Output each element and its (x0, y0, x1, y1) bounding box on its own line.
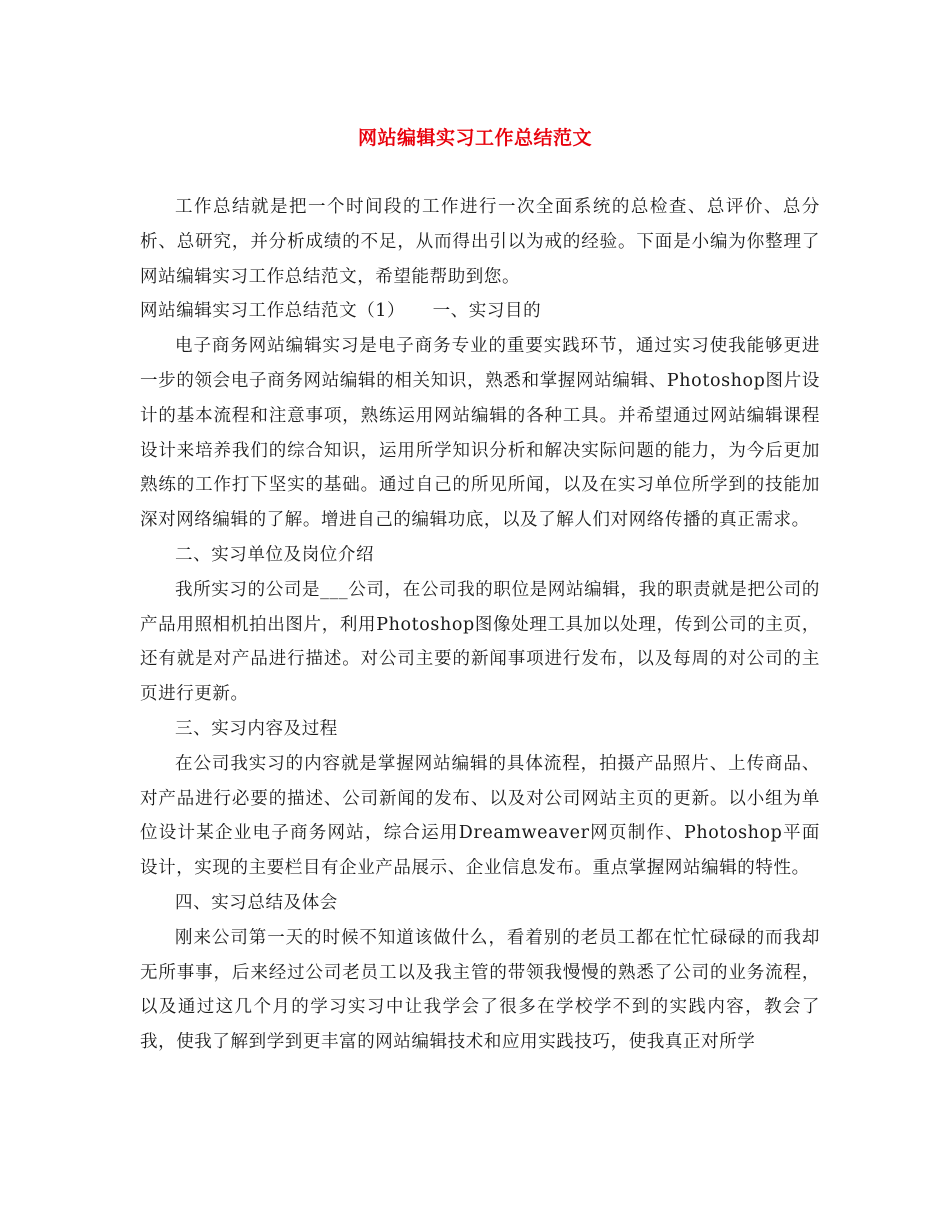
body-paragraph: 刚来公司第一天的时候不知道该做什么，看着别的老员工都在忙忙碌碌的而我却无所事事，后来经过公司老员工以及我主管的带领我慢慢的熟悉了公司的业务流程，以及通过这几个月的学习实习中让我学会了很多在学校学不到的实践内容，教会了我，使我了解到学到更丰富的网站编辑技术和应用实践技巧，使我真正对所学 (140, 927, 820, 1053)
body-paragraph: 我所实习的公司是___公司，在公司我的职位是网站编辑，我的职责就是把公司的产品用照相机拍出图片，利用Photoshop图像处理工具加以处理，传到公司的主页，还有就是对产品进行描述。对公司主要的新闻事项进行发布，以及每周的对公司的主页进行更新。 (140, 579, 820, 705)
section-heading: 三、实习内容及过程 (175, 718, 338, 739)
section-heading: 二、实习单位及岗位介绍 (175, 544, 375, 565)
body-paragraph: 在公司我实习的内容就是掌握网站编辑的具体流程，拍摄产品照片、上传商品、对产品进行必要的描述、公司新闻的发布、以及对公司网站主页的更新。以小组为单位设计某企业电子商务网站，综合运用Dreamweaver网页制作、Photoshop平面设计，实现的主要栏目有企业产品展示、企业信息发布。重点掌握网站编辑的特性。 (140, 753, 820, 879)
document-body (140, 190, 820, 1060)
section-heading-line: 网站编辑实习工作总结范文（1） 一、实习目的 (140, 301, 542, 322)
section-heading: 四、实习总结及体会 (175, 892, 338, 913)
intro-paragraph: 工作总结就是把一个时间段的工作进行一次全面系统的总检查、总评价、总分析、总研究，并分析成绩的不足，从而得出引以为戒的经验。下面是小编为你整理了网站编辑实习工作总结范文，希望能帮助到您。 (140, 197, 820, 287)
body-paragraph: 电子商务网站编辑实习是电子商务专业的重要实践环节，通过实习使我能够更进一步的领会电子商务网站编辑的相关知识，熟悉和掌握网站编辑、Photoshop图片设计的基本流程和注意事项，熟练运用网站编辑的各种工具。并希望通过网站编辑课程设计来培养我们的综合知识，运用所学知识分析和解决实际问题的能力，为今后更加熟练的工作打下坚实的基础。通过自己的所见所闻，以及在实习单位所学到的技能加深对网络编辑的了解。增进自己的编辑功底，以及了解人们对网络传播的真正需求。 (140, 336, 820, 531)
document-title: 网站编辑实习工作总结范文 (357, 127, 592, 149)
